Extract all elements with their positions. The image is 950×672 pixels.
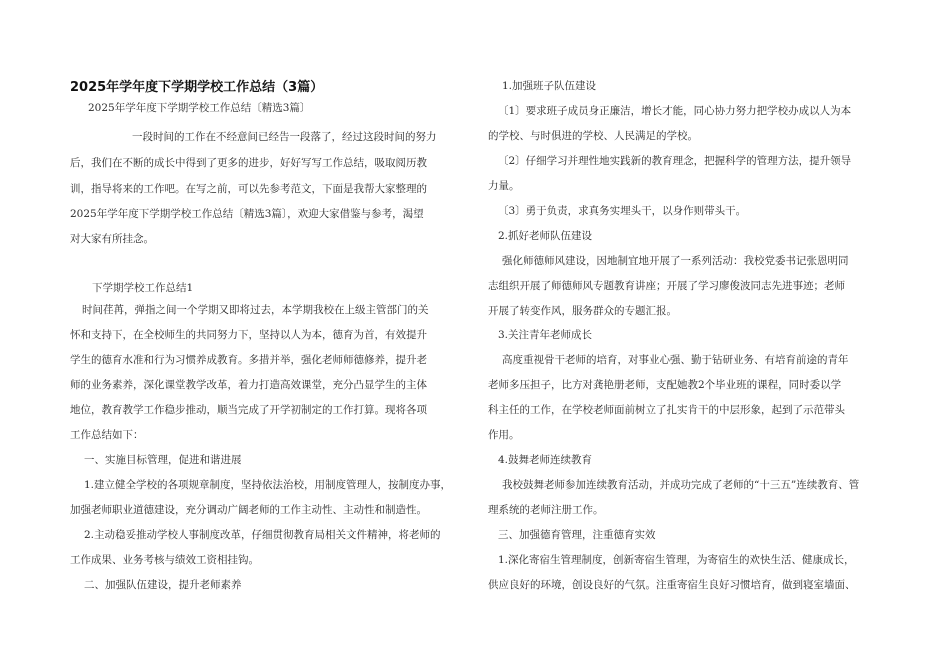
subsection-heading: 1.加强班子队伍建设: [502, 80, 597, 92]
section-heading: 一、实施目标管理，促进和谐进展: [84, 454, 242, 466]
paragraph-line: 〔2〕仔细学习并理性地实践新的教育理念，把握科学的管理方法，提升领导: [498, 155, 852, 167]
document-title: 2025年学年度下学期学校工作总结（3篇）: [70, 80, 324, 95]
subsection-heading: 3.关注青年老师成长: [498, 329, 593, 341]
paragraph-line: 理系统的老师注册工作。: [488, 504, 604, 516]
paragraph-line: 地位，教育教学工作稳步推动，顺当完成了开学初制定的工作打算。现将各项: [70, 404, 427, 416]
paragraph-line: 作用。: [488, 429, 520, 441]
paragraph-line: 力量。: [488, 180, 520, 192]
paragraph-line: 工作成果、业务考核与绩效工资相挂钩。: [70, 554, 259, 566]
paragraph-line: 加强老师职业道德建设，充分调动广阔老师的工作主动性、主动性和制造性。: [70, 504, 427, 516]
left-column: [70, 0, 470, 672]
subsection-heading: 2.抓好老师队伍建设: [498, 230, 593, 242]
paragraph-line: 〔1〕要求班子成员身正廉洁，增长才能，同心协力努力把学校办成以人为本: [498, 105, 852, 117]
subsection-heading: 4.鼓舞老师连续教育: [498, 454, 593, 466]
paragraph-line: 高度重视骨干老师的培育，对事业心强、勤于钻研业务、有培育前途的青年: [502, 354, 849, 366]
paragraph-line: 2025年学年度下学期学校工作总结〔精选3篇〕，欢迎大家借鉴与参考，渴望: [70, 208, 424, 220]
right-column: [488, 0, 884, 672]
paragraph-line: 工作总结如下：: [70, 429, 144, 441]
paragraph-line: 〔3〕勇于负责，求真务实埋头干，以身作则带头干。: [498, 205, 747, 217]
paragraph-line: 强化师德师风建设，因地制宜地开展了一系列活动：我校党委书记张恩明同: [502, 255, 849, 267]
subtitle-line: 2025年学年度下学期学校工作总结〔精选3篇〕: [88, 102, 311, 114]
paragraph-line: 1.深化寄宿生管理制度，创新寄宿生管理，为寄宿生的欢快生活、健康成长，: [498, 554, 855, 566]
paragraph-line: 老师多压担子，比方对龚艳册老师，支配她教2个毕业班的课程，同时委以学: [488, 379, 842, 391]
section-heading: 下学期学校工作总结1: [92, 282, 194, 294]
section-heading: 二、加强队伍建设，提升老师素养: [84, 579, 242, 591]
section-heading: 三、加强德育管理，注重德育实效: [498, 529, 656, 541]
paragraph-line: 2.主动稳妥推动学校人事制度改革，仔细贯彻教育局相关文件精神，将老师的: [84, 529, 441, 541]
paragraph-line: 师的业务素养，深化课堂教学改革，着力打造高效课堂，充分凸显学生的主体: [70, 379, 427, 391]
paragraph-line: 开展了转变作风，服务群众的专题汇报。: [488, 305, 677, 317]
paragraph-line: 我校鼓舞老师参加连续教育活动，并成功完成了老师的“十三五”连续教育、管: [502, 479, 860, 491]
paragraph-line: 一段时间的工作在不经意间已经告一段落了，经过这段时间的努力: [132, 131, 437, 143]
paragraph-line: 怀和支持下，在全校师生的共同努力下，坚持以人为本，德育为首，有效提升: [70, 329, 427, 341]
paragraph-line: 训，指导将来的工作吧。在写之前，可以先参考范文，下面是我帮大家整理的: [70, 183, 427, 195]
paragraph-line: 时间荏苒，弹指之间一个学期又即将过去，本学期我校在上级主管部门的关: [82, 304, 429, 316]
paragraph-line: 后，我们在不断的成长中得到了更多的进步，好好写写工作总结，吸取阅历教: [70, 157, 427, 169]
paragraph-line: 对大家有所挂念。: [70, 233, 154, 245]
paragraph-line: 1.建立健全学校的各项规章制度，坚持依法治校，用制度管理人，按制度办事，: [84, 479, 452, 491]
paragraph-line: 志组织开展了师德师风专题教育讲座；开展了学习廖俊波同志先进事迹；老师: [488, 280, 845, 292]
paragraph-line: 供应良好的环境，创设良好的气氛。注重寄宿生良好习惯培育，做到寝室墙面、: [488, 579, 856, 591]
paragraph-line: 的学校、与时俱进的学校、人民满足的学校。: [488, 130, 698, 142]
paragraph-line: 学生的德育水准和行为习惯养成教育。多措并举，强化老师师德修养，提升老: [70, 354, 427, 366]
paragraph-line: 科主任的工作，在学校老师面前树立了扎实肯干的中层形象，起到了示范带头: [488, 404, 845, 416]
